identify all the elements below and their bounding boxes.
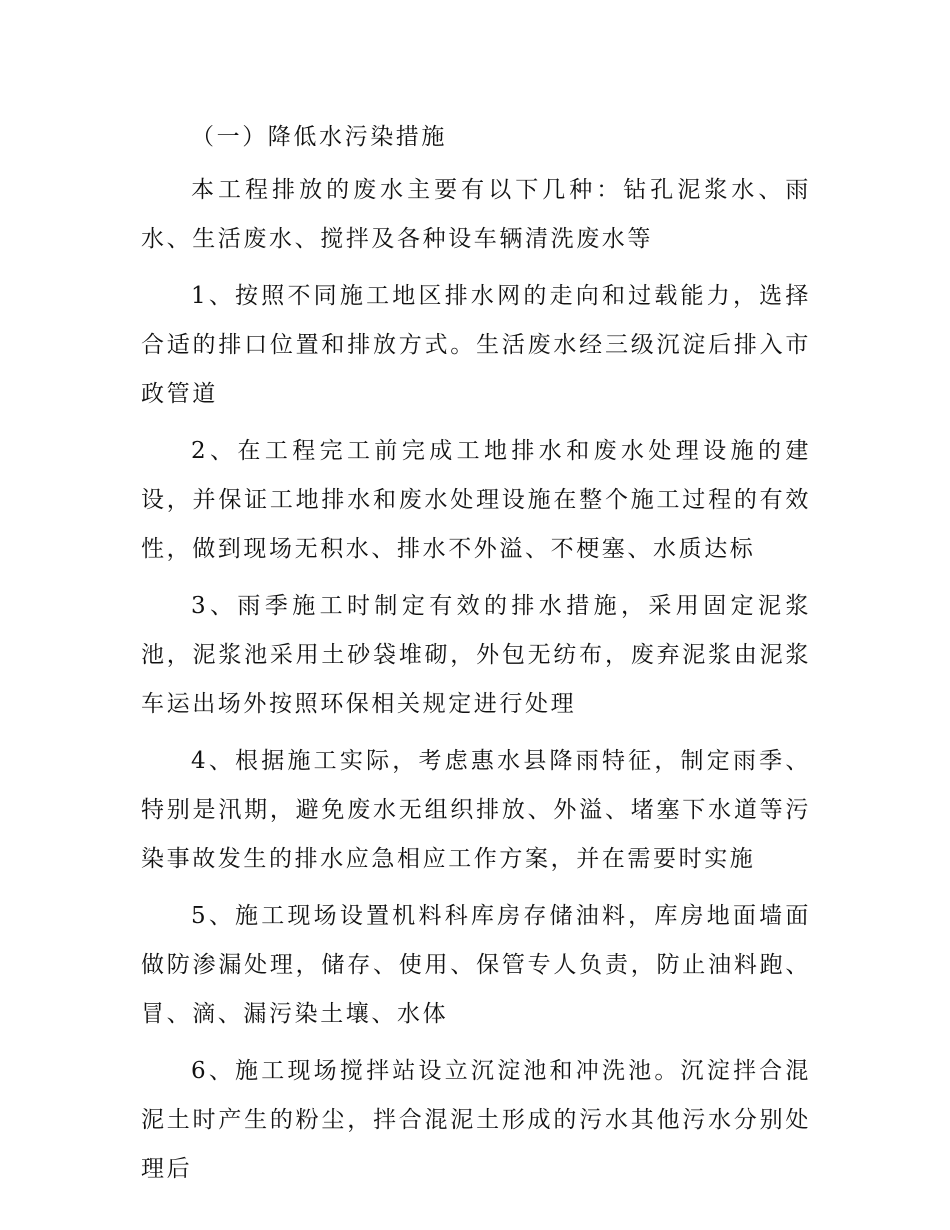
section-heading: （一）降低水污染措施 [191, 124, 447, 150]
document-body [141, 118, 811, 1194]
paragraph-item-5: 5、施工现场设置机料科库房存储油料，库房地面墙面做防渗漏处理，储存、使用、保管专人负责，防止油料跑、冒、滴、漏污染土壤、水体 [141, 903, 811, 1027]
paragraph-item-4: 4、根据施工实际，考虑惠水县降雨特征，制定雨季、特别是汛期，避免废水无组织排放、外溢、堵塞下水道等污染事故发生的排水应急相应工作方案，并在需要时实施 [141, 748, 811, 872]
paragraph-item-6: 6、施工现场搅拌站设立沉淀池和冲洗池。沉淀拌合混泥土时产生的粉尘，拌合混泥土形成的污水其他污水分别处理后 [141, 1058, 811, 1182]
paragraph-item-2: 2、在工程完工前完成工地排水和废水处理设施的建设，并保证工地排水和废水处理设施在整个施工过程的有效性，做到现场无积水、排水不外溢、不梗塞、水质达标 [141, 438, 811, 562]
paragraph-item-1: 1、按照不同施工地区排水网的走向和过载能力，选择合适的排口位置和排放方式。生活废水经三级沉淀后排入市政管道 [141, 283, 811, 407]
paragraph-wastewater-types: 本工程排放的废水主要有以下几种：钻孔泥浆水、雨水、生活废水、搅拌及各种设车辆清洗废水等 [141, 177, 811, 252]
paragraph-item-3: 3、雨季施工时制定有效的排水措施，采用固定泥浆池，泥浆池采用土砂袋堆砌，外包无纺布，废弃泥浆由泥浆车运出场外按照环保相关规定进行处理 [141, 593, 811, 717]
